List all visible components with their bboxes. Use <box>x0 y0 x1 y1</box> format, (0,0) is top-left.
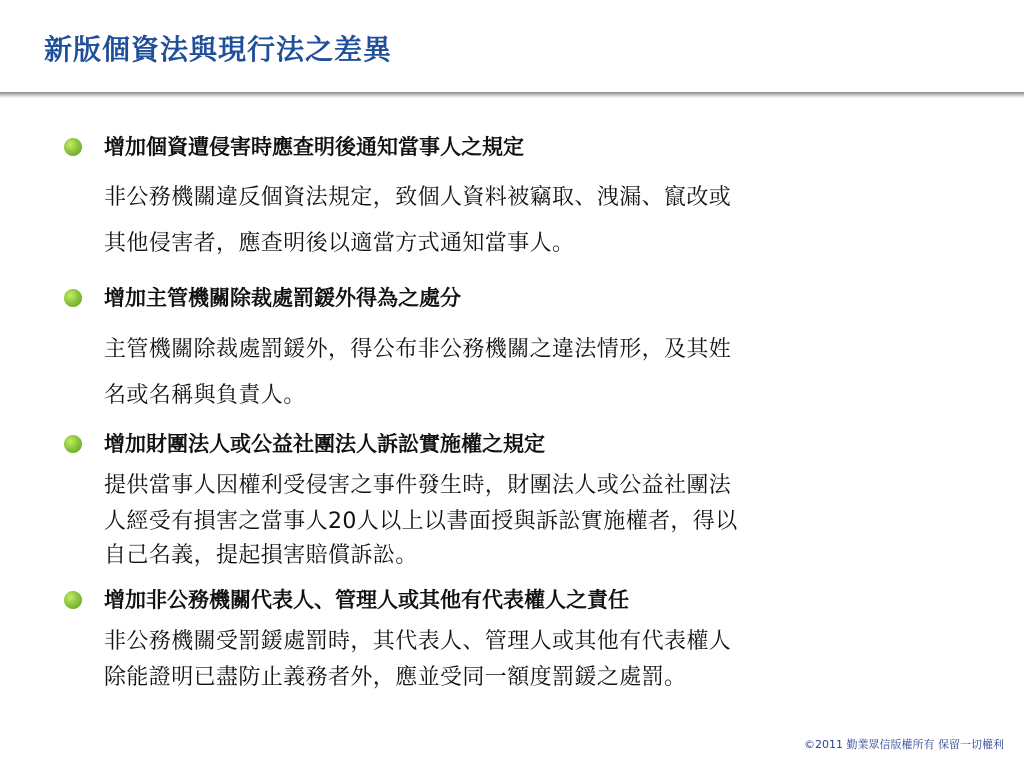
slide-header <box>0 0 1024 92</box>
section-3-line-1: 提供當事人因權利受侵害之事件發生時，財團法人或公益社團法 <box>104 473 732 498</box>
section-2-line-2: 名或名稱與負責人。 <box>104 383 306 408</box>
bullet-icon <box>64 138 82 156</box>
section-heading-4: 增加非公務機關代表人、管理人或其他有代表權人之責任 <box>104 588 629 612</box>
bullet-icon <box>64 435 82 453</box>
section-3-line-3: 自己名義，提起損害賠償訴訟。 <box>104 543 418 568</box>
section-2-line-1: 主管機關除裁處罰鍰外，得公布非公務機關之違法情形，及其姓 <box>104 337 732 362</box>
section-1-line-1: 非公務機關違反個資法規定，致個人資料被竊取、洩漏、竄改或 <box>104 185 732 210</box>
bullet-icon <box>64 591 82 609</box>
section-heading-1: 增加個資遭侵害時應查明後通知當事人之規定 <box>104 135 524 159</box>
section-3-line-2: 人經受有損害之當事人20人以上以書面授與訴訟實施權者，得以 <box>104 509 738 534</box>
header-divider <box>0 92 1024 98</box>
bullet-icon <box>64 289 82 307</box>
copyright-footer: ©2011 勤業眾信版權所有 保留一切權利 <box>804 738 1004 751</box>
section-4-line-1: 非公務機關受罰鍰處罰時，其代表人、管理人或其他有代表權人 <box>104 629 732 654</box>
slide-title: 新版個資法與現行法之差異 <box>44 33 393 66</box>
section-heading-3: 增加財團法人或公益社團法人訴訟實施權之規定 <box>104 432 545 456</box>
section-4-line-2: 除能證明已盡防止義務者外，應並受同一額度罰鍰之處罰。 <box>104 665 687 690</box>
section-heading-2: 增加主管機關除裁處罰鍰外得為之處分 <box>104 286 461 310</box>
section-1-line-2: 其他侵害者，應查明後以適當方式通知當事人。 <box>104 231 575 256</box>
